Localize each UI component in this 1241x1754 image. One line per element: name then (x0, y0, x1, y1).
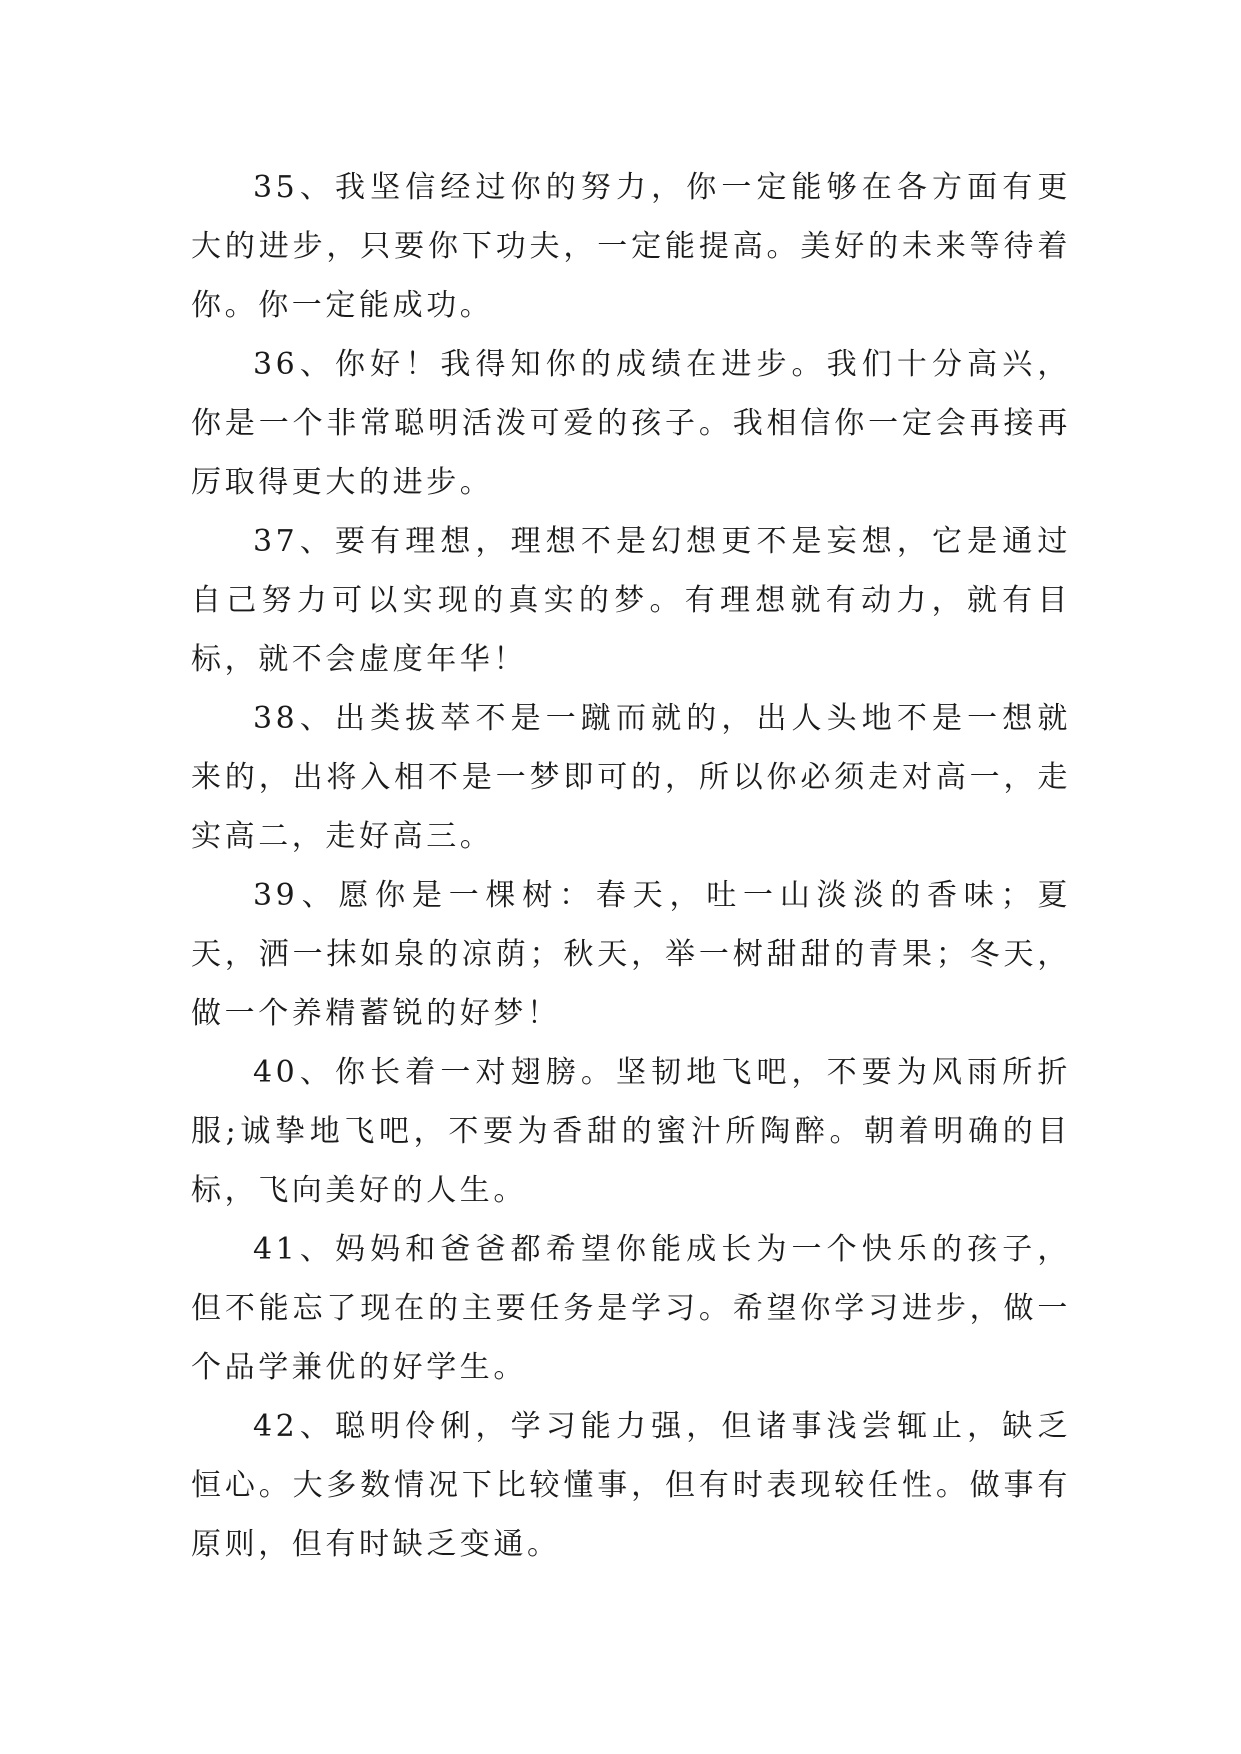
document-body (191, 158, 1071, 1574)
paragraph-37: 37、要有理想，理想不是幻想更不是妄想，它是通过自己努力可以实现的真实的梦。有理想就有动力，就有目标，就不会虚度年华！ (191, 524, 1071, 677)
paragraph-38: 38、出类拔萃不是一蹴而就的，出人头地不是一想就来的，出将入相不是一梦即可的，所以你必须走对高一，走实高二，走好高三。 (191, 701, 1071, 854)
paragraph-40: 40、你长着一对翅膀。坚韧地飞吧，不要为风雨所折服;诚挚地飞吧，不要为香甜的蜜汁所陶醉。朝着明确的目标，飞向美好的人生。 (191, 1055, 1071, 1208)
paragraph-42: 42、聪明伶俐，学习能力强，但诸事浅尝辄止，缺乏恒心。大多数情况下比较懂事，但有时表现较任性。做事有原则，但有时缺乏变通。 (191, 1409, 1071, 1562)
paragraph-39: 39、愿你是一棵树：春天，吐一山淡淡的香味；夏天，洒一抹如泉的凉荫；秋天，举一树甜甜的青果；冬天，做一个养精蓄锐的好梦！ (191, 878, 1071, 1031)
paragraph-35: 35、我坚信经过你的努力，你一定能够在各方面有更大的进步，只要你下功夫，一定能提高。美好的未来等待着你。你一定能成功。 (191, 170, 1071, 323)
paragraph-36: 36、你好！我得知你的成绩在进步。我们十分高兴，你是一个非常聪明活泼可爱的孩子。我相信你一定会再接再厉取得更大的进步。 (191, 347, 1071, 500)
paragraph-41: 41、妈妈和爸爸都希望你能成长为一个快乐的孩子，但不能忘了现在的主要任务是学习。希望你学习进步，做一个品学兼优的好学生。 (191, 1232, 1071, 1385)
